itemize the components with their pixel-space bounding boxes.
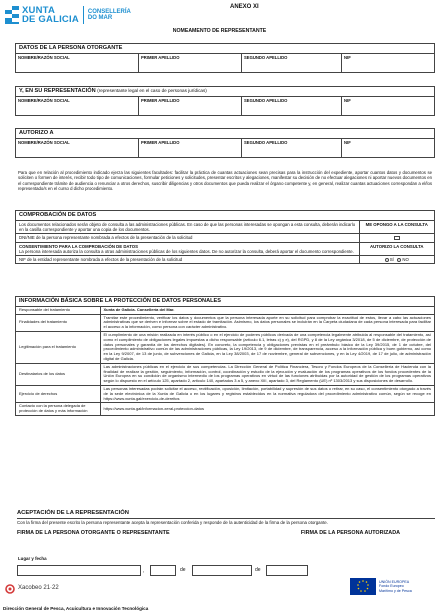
row-key: Finalidades del tratamiento xyxy=(16,314,100,331)
oppose-header: ME OPONGO A LA CONSULTA xyxy=(359,220,434,233)
consent-text: La persona interesada autoriza la consulta a otras administraciones públicas de los siguientes datos. De no autorizar la consulta, deberá aportar el documento correspondiente. xyxy=(19,248,354,254)
row-key: Contacto con la persona delegada de protección de datos y más información xyxy=(16,403,100,415)
table-row xyxy=(16,332,434,364)
row-key: Destinatarios de los datos xyxy=(16,363,100,385)
field-label: PRIMER APELLIDO xyxy=(141,97,180,103)
signature-row xyxy=(17,530,435,537)
footer-text: Dirección General de Pesca, Acuicultura e Innovación Tecnológica xyxy=(3,606,149,611)
representacion-heading xyxy=(16,87,434,96)
otorgante-nif-field[interactable] xyxy=(342,53,434,72)
comprobacion-section xyxy=(15,210,435,264)
fecha-label: Lugar y fecha xyxy=(18,556,47,561)
auth-name-field[interactable] xyxy=(16,138,139,157)
field-label: SEGUNDO APELLIDO xyxy=(244,97,288,103)
field-label: SEGUNDO APELLIDO xyxy=(244,139,288,145)
logo-divider xyxy=(83,6,84,24)
comprobacion-row2: NIF de la entidad representante nombrada a efectos de la presentación de la solicitud xyxy=(16,255,359,263)
field-label: NIF xyxy=(344,54,351,60)
fecha-de1: de xyxy=(180,567,186,573)
xacobeo-logo xyxy=(5,584,59,594)
table-row xyxy=(16,363,434,385)
yes-no-cell xyxy=(359,255,434,263)
dept-line2: DO MAR xyxy=(87,15,113,21)
comprobacion-heading: COMPROBACIÓN DE DATOS xyxy=(19,212,97,218)
row-value: El cumplimiento de una misión realizada en interés público o en el ejercicio de poderes públicos derivada de una competencia legalmente atribuida al responsable del tratamiento, así como el cumplimiento de obligaciones legales impuestas a dicho responsable (artículo 6.1, letras c) y e), del RGPD, y 8 de la Ley orgánica 3/2018, de 5 de diciembre, de protección de datos personales y garantía de los derechos digitales). En concreto, la competencia y obligaciones previstas en el preámbulo básico de la Ley 39/2015, de 1 de octubre, del procedimiento administrativo común de las administraciones públicas, la Ley 19/2013, de 9 de diciembre, de transparencia, acceso a la información pública y buen gobierno, así como en la Ley 9/2007, de 13 de junio, de subvenciones de Galicia, en la Ley 38/2003, de 17 de noviembre, general de subvenciones, y en la Ley 4/2019, de 17 de julio, de administración digital de Galicia. xyxy=(100,332,434,364)
auth-nif-field[interactable] xyxy=(342,138,434,157)
table-row xyxy=(16,306,434,314)
auth-surname2-field[interactable] xyxy=(242,138,342,157)
representacion-note: (representante legal en el caso de personas jurídicas) xyxy=(97,88,207,93)
field-label: NOMBRE/RAZÓN SOCIAL xyxy=(18,97,70,103)
row-value: Las personas interesadas podrán solicitar el acceso, rectificación, oposición, limitación, portabilidad y supresión de sus datos o retirar, en su caso, el consentimiento otorgado a través de la sede electrónica de la Xunta de Galicia o en los lugares y registros establecidos en la normativa reguladora del procedimiento administrativo común, según se recoge en https://www.xunta.gal/exercicio-de-dereitos xyxy=(100,385,434,402)
rep-surname1-field[interactable] xyxy=(139,96,242,115)
table-row xyxy=(16,314,434,331)
oppose-checkbox[interactable] xyxy=(394,236,400,240)
table-row xyxy=(16,385,434,402)
auth-surname1-field[interactable] xyxy=(139,138,242,157)
month-field[interactable] xyxy=(192,565,252,576)
proteccion-table xyxy=(16,306,434,415)
representacion-title: Y, EN SU REPRESENTACIÓN xyxy=(19,88,96,94)
yes-radio[interactable] xyxy=(385,258,389,262)
xunta-shield-icon xyxy=(5,6,19,24)
eu-flag-icon xyxy=(350,578,376,595)
field-label: PRIMER APELLIDO xyxy=(141,139,180,145)
fecha-de2: de xyxy=(255,567,261,573)
field-label: NOMBRE/RAZÓN SOCIAL xyxy=(18,139,70,145)
eu-line1: UNIÓN EUROPEA xyxy=(379,580,410,585)
xacobeo-icon xyxy=(5,584,15,594)
row-value: Xunta de Galicia. Consellería del Mar. xyxy=(100,306,434,314)
consent-title: CONSENTIMIENTO PARA LA COMPROBACIÓN DE DATOS xyxy=(19,243,138,249)
representacion-section xyxy=(15,86,435,116)
row-value: https://www.xunta.gal/informacion-xeral-proteccion-datos xyxy=(100,403,434,415)
consent-cell xyxy=(16,242,359,255)
authorize-header: AUTORIZO LA CONSULTA xyxy=(359,242,434,255)
row-key: Legitimación para el tratamiento xyxy=(16,332,100,364)
xunta-logo xyxy=(5,5,145,25)
proteccion-section xyxy=(15,296,435,416)
autorizo-heading: AUTORIZO A xyxy=(19,130,54,136)
autorizo-fields xyxy=(16,138,434,157)
otorgante-heading: DATOS DE LA PERSONA OTORGANTE xyxy=(19,45,123,51)
rep-nif-field[interactable] xyxy=(342,96,434,115)
place-field[interactable] xyxy=(17,565,141,576)
row-value: Las administraciones públicas en el ejercicio de sus competencias. La Dirección General de Política Financiera, Tesoro y Fondos Europeos de la Consellería de Hacienda con la finalidad de realizar la gestión, seguimiento, información, control, coordinación y estudio de la ejecución y evaluación de los programas operativos de los fondos procedentes de la Unión Europea en su condición de organismo intermedio de los programas operativos en virtud de las funciones atribuidas por la autoridad de gestión de los programas operativos según lo dispuesto en el artículo 125, apartado 2, artículo 140, apartados 3 a 5, y anexo XIII, apartado 3, del Reglamento (UE) nº 1303/2013 y sus disposiciones de desarrollo. xyxy=(100,363,434,385)
rep-name-field[interactable] xyxy=(16,96,139,115)
comprobacion-row1: DNI/NIE de la persona representante nombrada a efectos de la presentación de la solicitud xyxy=(16,234,359,242)
row-value: Tramitar este procedimiento, verificar los datos y documentos que la persona interesada aporte en su solicitud para comprobar la exactitud de estos, llevar a cabo las actuaciones administrativas que se deriven e informar sobre el estado de tramitación. Asimismo, los datos personales se incluirán en la Carpeta ciudadana de cada persona interesada para facilitar el acceso a la información, como persona con carácter administrativo. xyxy=(100,314,434,331)
aceptacion-heading: ACEPTACIÓN DE LA REPRESENTACIÓN xyxy=(17,510,129,516)
row-key: Responsable del tratamiento xyxy=(16,306,100,314)
autorizo-paragraph: Para que en relación al procedimiento indicado ejerza las siguientes facultades: facilitar la práctica de cuantas actuaciones sean precisas para la instrucción del expediente, aportar cuantos datos y documentos se soliciten o formen de interés, recibir todo tipo de comunicaciones, formular peticiones y solicitudes, presentar escritos y alegaciones, manifestar su decisión de no efectuar alegaciones ni aportar nuevos documentos en el correspondiente trámite de audiencia o renunciar a otros derechos, suscribir diligencias y otros documentos que pueda realizar el órgano competente y, en general, realizar cuantas actuaciones correspondan a el/los representado/s en el curso d dicho procedimiento. xyxy=(18,170,432,191)
dept-line1: CONSELLERÍA xyxy=(87,8,131,15)
otorgante-section xyxy=(15,43,435,73)
field-label: NIF xyxy=(344,97,351,103)
otorgante-name-field[interactable] xyxy=(16,53,139,72)
comprobacion-table xyxy=(16,220,434,263)
fecha-comma: , xyxy=(143,568,145,574)
logo-line2: DE GALICIA xyxy=(22,14,79,25)
field-label: PRIMER APELLIDO xyxy=(141,54,180,60)
field-label: NOMBRE/RAZÓN SOCIAL xyxy=(18,54,70,60)
field-label: NIF xyxy=(344,139,351,145)
yes-label: SÍ xyxy=(389,256,394,262)
proteccion-heading: INFORMACIÓN BÁSICA SOBRE LA PROTECCIÓN DE DATOS PERSONALES xyxy=(19,298,222,304)
sig-right-label: FIRMA DE LA PERSONA AUTORIZADA xyxy=(300,530,400,537)
year-field[interactable] xyxy=(266,565,308,576)
sig-left-label: FIRMA DE LA PERSONA OTORGANTE O REPRESENTANTE xyxy=(17,530,170,537)
eu-line2: Fondo Europeo xyxy=(379,584,404,589)
page-title: NOMEAMENTO DE REPRESENTANTE xyxy=(172,28,267,34)
annex-label: ANEXO XI xyxy=(230,4,259,10)
field-label: SEGUNDO APELLIDO xyxy=(244,54,288,60)
otorgante-fields xyxy=(16,53,434,72)
xacobeo-text: Xacobeo 21·22 xyxy=(18,585,59,592)
aceptacion-block xyxy=(17,510,435,537)
logo-line1: XUNTA xyxy=(22,5,56,16)
oppose-cell xyxy=(359,234,434,242)
day-field[interactable] xyxy=(150,565,176,576)
otorgante-surname2-field[interactable] xyxy=(242,53,342,72)
table-row xyxy=(16,403,434,415)
autorizo-section xyxy=(15,128,435,158)
no-radio[interactable] xyxy=(397,258,401,262)
no-label: NO xyxy=(402,256,409,262)
eu-logo xyxy=(350,578,412,595)
comprobacion-intro: Los documentos relacionados serán objeto de consulta a las administraciones públicas. En caso de que las personas interesadas se opongan a esta consulta, deberán indicarlo en la casilla correspondiente y aportar una copia de los documentos. xyxy=(16,220,359,233)
rep-surname2-field[interactable] xyxy=(242,96,342,115)
representacion-fields xyxy=(16,96,434,115)
eu-line3: Marítimo y de Pesca xyxy=(379,588,412,593)
aceptacion-text: Con la firma del presente escrito la persona representante acepta la representación conferida y responde de la autenticidad de la firma de la persona otorgante. xyxy=(17,518,435,525)
row-key: Ejercicio de derechos xyxy=(16,385,100,402)
otorgante-surname1-field[interactable] xyxy=(139,53,242,72)
